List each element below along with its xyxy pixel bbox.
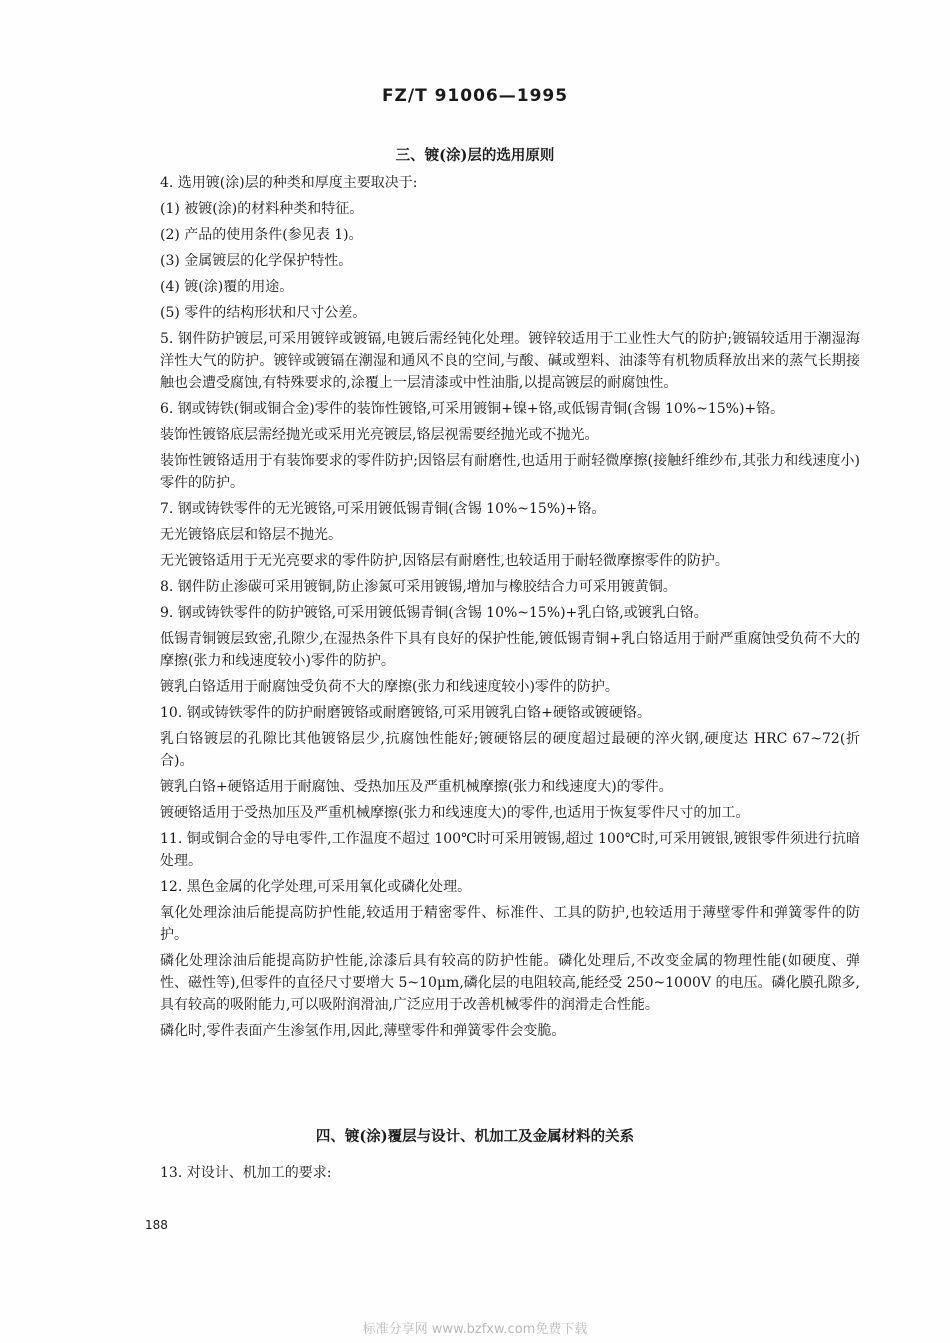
paragraph-10: 10. 钢或铸铁零件的防护耐磨镀铬或耐磨镀铬,可采用镀乳白铬+硬铬或镀硬铬。 (160, 705, 651, 721)
site-watermark: 标准分享网 www.bzfxw.com免费下载 (362, 1322, 588, 1337)
list-item-5: (5) 零件的结构形状和尺寸公差。 (160, 305, 367, 321)
paragraph-9-note-2: 镀乳白铬适用于耐腐蚀受负荷不大的摩擦(张力和线速度较小)零件的防护。 (160, 679, 619, 695)
paragraph-12-note-3: 磷化时,零件表面产生渗氢作用,因此,薄壁零件和弹簧零件会变脆。 (160, 1023, 566, 1039)
paragraph-6-note-1: 装饰性镀铬底层需经抛光或采用光亮镀层,铬层视需要经抛光或不抛光。 (160, 427, 599, 443)
page-number: 188 (145, 1218, 168, 1232)
paragraph-13: 13. 对设计、机加工的要求: (160, 1165, 332, 1181)
list-item-2: (2) 产品的使用条件(参见表 1)。 (160, 227, 363, 243)
paragraph-10-note-3: 镀硬铬适用于受热加压及严重机械摩擦(张力和线速度大)的零件,也适用于恢复零件尺寸的加工。 (160, 805, 750, 821)
paragraph-10-note-1: 乳白铬镀层的孔隙比其他镀铬层少,抗腐蚀性能好;镀硬铬层的硬度超过最硬的淬火钢,硬度达 HRC 67~72(折合)。 (160, 731, 860, 769)
paragraph-6-note-2: 装饰性镀铬适用于有装饰要求的零件防护;因铬层有耐磨性,也适用于耐轻微摩擦(接触纤维纱布,其张力和线速度小)零件的防护。 (160, 453, 860, 491)
paragraph-4: 4. 选用镀(涂)层的种类和厚度主要取决于: (160, 175, 418, 191)
section-3-body (160, 172, 860, 1046)
paragraph-5: 5. 钢件防护镀层,可采用镀锌或镀镉,电镀后需经钝化处理。镀锌较适用于工业性大气的防护;镀镉较适用于潮湿海洋性大气的防护。镀锌或镀镉在潮湿和通风不良的空间,与酸、碱或塑料、油漆等有机物质释放出来的蒸气长期接触也会遭受腐蚀,有特殊要求的,涂覆上一层清漆或中性油脂,以提高镀层的耐腐蚀性。 (160, 331, 860, 391)
paragraph-12-note-1: 氧化处理涂油后能提高防护性能,较适用于精密零件、标准件、工具的防护,也较适用于薄壁零件和弹簧零件的防护。 (160, 905, 860, 943)
paragraph-6: 6. 钢或铸铁(铜或铜合金)零件的装饰性镀铬,可采用镀铜+镍+铬,或低锡青铜(含锡 10%~15%)+铬。 (160, 401, 785, 417)
paragraph-9-note-1: 低锡青铜镀层致密,孔隙少,在湿热条件下具有良好的保护性能,镀低锡青铜+乳白铬适用于耐严重腐蚀受负荷不大的摩擦(张力和线速度较小)零件的防护。 (160, 631, 860, 669)
paragraph-7: 7. 钢或铸铁零件的无光镀铬,可采用镀低锡青铜(含锡 10%~15%)+铬。 (160, 501, 606, 517)
list-item-3: (3) 金属镀层的化学保护特性。 (160, 253, 353, 269)
paragraph-7-note-2: 无光镀铬适用于无光亮要求的零件防护,因铬层有耐磨性,也较适用于耐轻微摩擦零件的防护。 (160, 553, 729, 569)
paragraph-10-note-2: 镀乳白铬+硬铬适用于耐腐蚀、受热加压及严重机械摩擦(张力和线速度大)的零件。 (160, 779, 673, 795)
paragraph-12-note-2: 磷化处理涂油后能提高防护性能,涂漆后具有较高的防护性能。磷化处理后,不改变金属的物理性能(如硬度、弹性、磁性等),但零件的直径尺寸要增大 5~10μm,磷化层的电阻较高,能经受 250~1000V 的电压。磷化膜孔隙多,具有较高的吸附能力,可以吸附润滑油,广泛应用于改善机械零件的润滑走合性能。 (160, 953, 860, 1013)
paragraph-7-note-1: 无光镀铬底层和铬层不抛光。 (160, 527, 342, 543)
paragraph-12: 12. 黑色金属的化学处理,可采用氧化或磷化处理。 (160, 879, 472, 895)
section-3-title: 三、镀(涂)层的选用原则 (395, 147, 555, 164)
paragraph-11: 11. 铜或铜合金的导电零件,工作温度不超过 100℃时可采用镀锡,超过 100℃时,可采用镀银,镀银零件须进行抗暗处理。 (160, 831, 860, 869)
list-item-1: (1) 被镀(涂)的材料种类和特征。 (160, 201, 364, 217)
section-4-title: 四、镀(涂)覆层与设计、机加工及金属材料的关系 (315, 1128, 635, 1145)
paragraph-8: 8. 钢件防止渗碳可采用镀铜,防止渗氮可采用镀锡,增加与橡胶结合力可采用镀黄铜。 (160, 579, 677, 595)
section-4-body (160, 1162, 860, 1188)
standard-code-header: FZ/T 91006—1995 (381, 86, 569, 106)
paragraph-9: 9. 钢或铸铁零件的防护镀铬,可采用镀低锡青铜(含锡 10%~15%)+乳白铬,或镀乳白铬。 (160, 605, 708, 621)
list-item-4: (4) 镀(涂)覆的用途。 (160, 279, 294, 295)
